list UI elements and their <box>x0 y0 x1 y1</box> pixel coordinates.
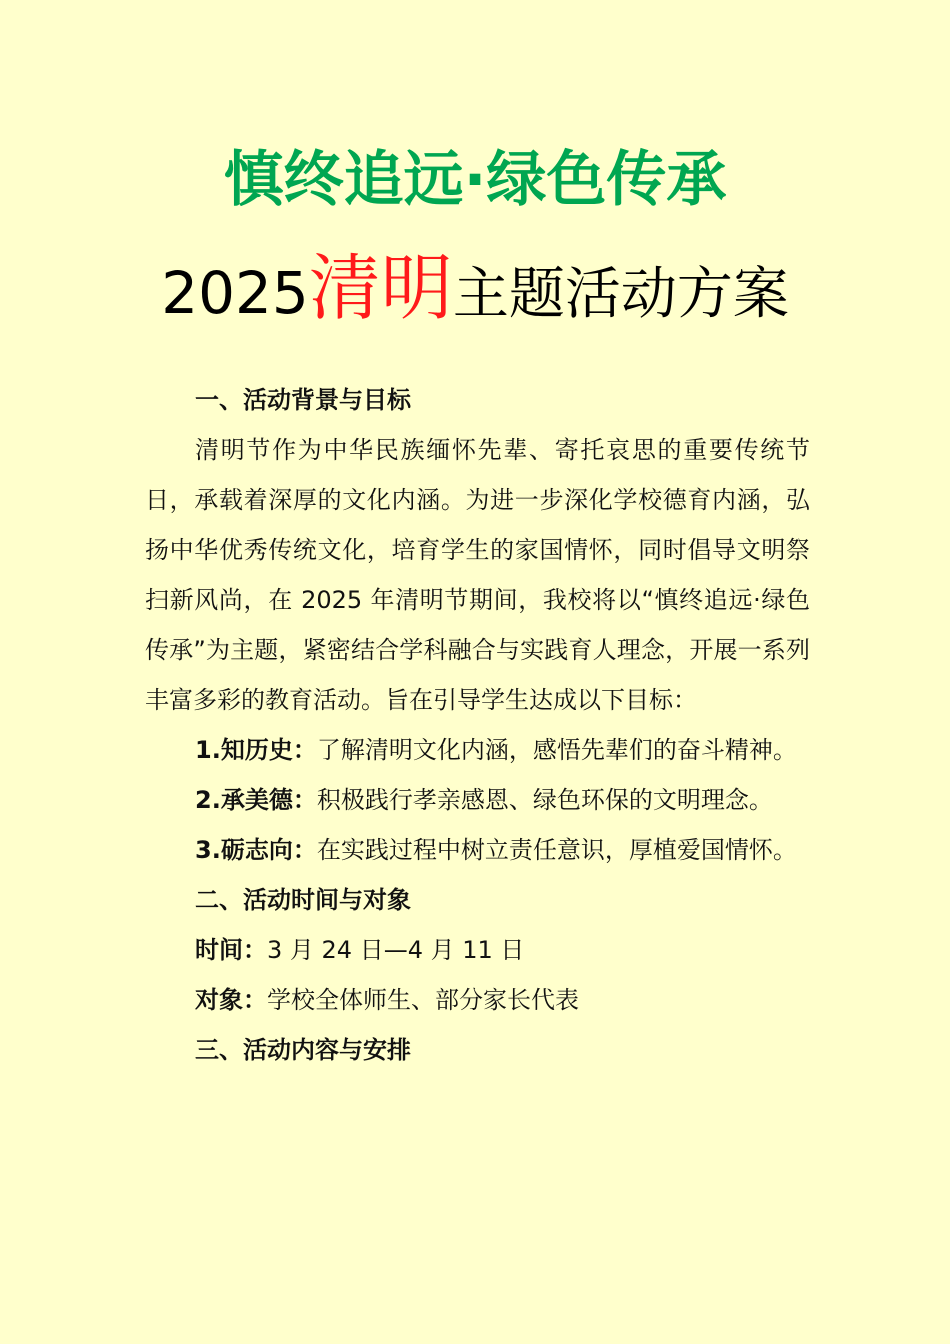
time-value: 3 月 24 日—4 月 11 日 <box>267 936 525 964</box>
background-paragraph: 清明节作为中华民族缅怀先辈、寄托哀思的重要传统节日，承载着深厚的文化内涵。为进一步深化学校德育内涵，弘扬中华优秀传统文化，培育学生的家国情怀，同时倡导文明祭扫新风尚，在 2025 年清明节期间，我校将以“慎终追远·绿色传承”为主题，紧密结合学科融合与实践育人理念，开展一系列丰富多彩的教育活动。旨在引导学生达成以下目标： <box>145 436 810 714</box>
main-title-highlight: 清明 <box>308 246 453 330</box>
target-label: 对象： <box>195 986 267 1014</box>
target-value: 学校全体师生、部分家长代表 <box>267 986 579 1014</box>
goal-text: 在实践过程中树立责任意识，厚植爱国情怀。 <box>316 836 797 864</box>
goal-label: 3.砺志向： <box>195 836 317 864</box>
section-heading-content: 三、活动内容与安排 <box>195 1036 411 1064</box>
goal-item <box>145 825 810 875</box>
goal-label: 1.知历史： <box>195 736 317 764</box>
time-line <box>145 925 810 975</box>
main-title-year: 2025 <box>161 259 309 327</box>
section-heading-time: 二、活动时间与对象 <box>195 886 411 914</box>
goal-item <box>145 725 810 775</box>
target-line <box>145 975 810 1025</box>
document-body <box>145 375 810 1075</box>
goal-item <box>145 775 810 825</box>
goal-label: 2.承美德： <box>195 786 317 814</box>
main-title <box>0 248 950 348</box>
section-heading-background: 一、活动背景与目标 <box>195 386 411 414</box>
goal-text: 了解清明文化内涵，感悟先辈们的奋斗精神。 <box>316 736 797 764</box>
goal-text: 积极践行孝亲感恩、绿色环保的文明理念。 <box>316 786 773 814</box>
theme-title: 慎终追远·绿色传承 <box>223 145 727 215</box>
main-title-rest: 主题活动方案 <box>452 262 789 327</box>
time-label: 时间： <box>195 936 267 964</box>
